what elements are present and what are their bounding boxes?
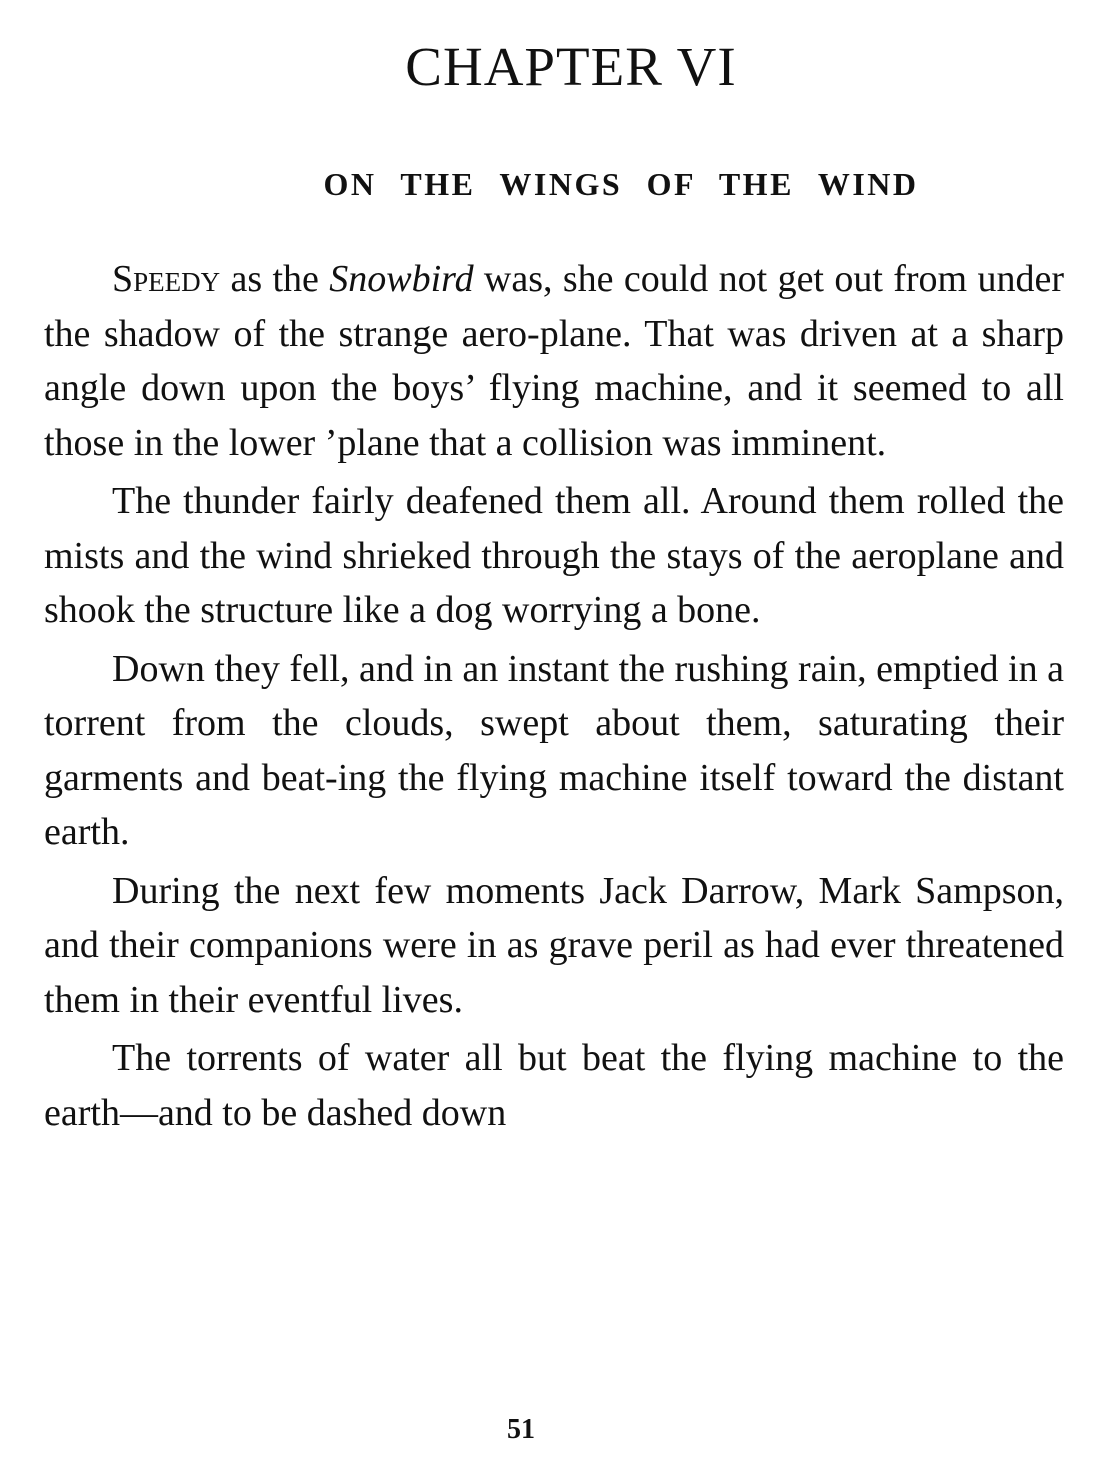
chapter-body [44, 252, 1064, 1144]
paragraph-2: The thunder fairly deafened them all. Around them rolled the mists and the wind shrieked through the stays of the aeroplane and shook the structure like a dog worrying a bone. [44, 480, 1064, 631]
paragraph-3: Down they fell, and in an instant the rushing rain, emptied in a torrent from the clouds, swept about them, saturating their garments and beat-ing the flying machine itself toward the distant earth. [44, 647, 1064, 853]
paragraph-1 [44, 252, 1064, 470]
lead-word: Speedy [112, 258, 221, 300]
paragraph-1-part-b: was, she could not get out from under the shadow of the strange aero-plane. That was driven at a sharp angle down upon the boys’ flying machine, and it seemed to all those in the lower ’plane that a collision was imminent. [44, 258, 1064, 464]
paragraph-4: During the next few moments Jack Darrow, Mark Sampson, and their companions were in as grave peril as had ever threatened them in their eventful lives. [44, 869, 1064, 1021]
paragraph-5: The torrents of water all but beat the flying machine to the earth—and to be dashed down [44, 1037, 1064, 1134]
chapter-number: CHAPTER VI [405, 36, 737, 97]
page-number: 51 [507, 1414, 535, 1445]
ship-name: Snowbird [329, 258, 474, 300]
paragraph-1-part-a: as the [220, 258, 330, 300]
chapter-title: ON THE WINGS OF THE WIND [323, 166, 919, 202]
